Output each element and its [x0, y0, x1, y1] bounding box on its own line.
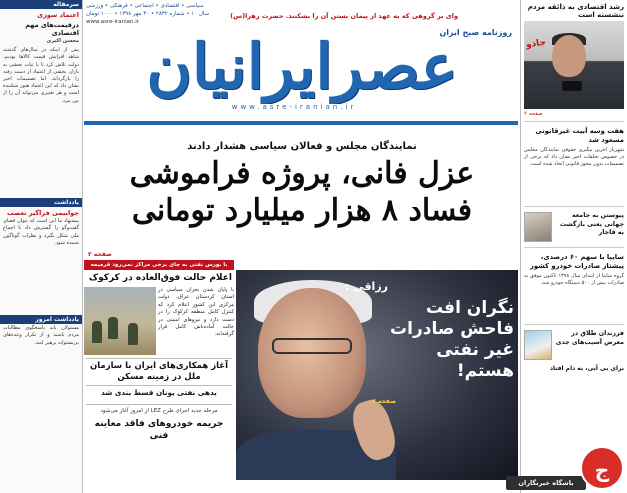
editorial-block: [0, 0, 82, 196]
sidebar-section-head: سرمقاله: [0, 0, 82, 9]
right-story-2[interactable]: [521, 210, 627, 244]
microphone-icon: [562, 81, 582, 91]
sidebar-section-head: یادداشت: [0, 198, 82, 207]
masthead-meta-1: سیاسی • اقتصادی • اجتماعی • فرهنگی • ورزشی: [86, 3, 204, 9]
masthead-divider: [84, 121, 518, 125]
main-page-reference[interactable]: صفحه ۲: [88, 251, 112, 258]
divider: [524, 206, 624, 207]
soldier-shape: [108, 317, 118, 339]
masthead-quote: وای بر گروهی که به عهد از پیمان بستن آن را بشکنند. حضرت زهرا(س): [230, 12, 458, 20]
story-greece-debt[interactable]: بدهی نفتی یونان قسط بندی شد: [101, 388, 217, 397]
right-bottom-text[interactable]: برای بی آبی، به دام افتاد: [549, 365, 624, 372]
divider: [86, 404, 232, 405]
photo-face-shape: [552, 35, 586, 77]
right-story-4-title: فرزندان طلاق در معرض آسیب‌های جدی: [555, 330, 624, 346]
right-top-photo[interactable]: [524, 21, 624, 109]
right-story-3-title[interactable]: سایپا با سهم ۶۰ درصدی، پیشتاز صادرات خودرو کشور: [529, 253, 624, 270]
editorial-title[interactable]: اعتماد سوزی: [37, 11, 79, 19]
right-story-4[interactable]: [521, 328, 627, 362]
lead-photo-title: نگران افت فاحش صادرات غیر نفتی هستم!: [390, 298, 514, 381]
headline-kicker: نمایندگان مجلس و فعالان سیاسی هشدار دادند: [187, 141, 417, 152]
lead-photo-page-reference: صفحه ۲: [372, 398, 396, 405]
kirkuk-story-photo[interactable]: [84, 287, 156, 355]
newspaper-logo[interactable]: عصرایرانیان: [146, 30, 458, 103]
divider: [524, 121, 624, 122]
editorial-text: پس از اینکه در سال‌های گذشته شاهد افزایش قیمت کالاها بودیم، دولت تلاش کرد تا با ثبات بخشی به بازار، بخشی از اعتماد از دست رفته را بازگرداند. اما تصمیمات اخیر نشان داد که این اعتماد هنوز شکننده است و هر تغییری می‌تواند آن را از بین ببرد.: [3, 47, 79, 104]
masthead-subtitle: روزنامه صبح ایران: [439, 28, 512, 37]
note-today-text: مسئولان باید پاسخگوی مطالبات مردم باشند و از تکرار وعده‌های بی‌پشتوانه پرهیز کنند.: [3, 325, 79, 346]
right-column: [520, 0, 627, 493]
glasses-icon: [272, 338, 352, 354]
watermark-logo-icon: ج: [580, 446, 624, 490]
divider: [86, 385, 232, 386]
masthead: [84, 0, 518, 128]
kirkuk-story-text: با پایان شدن بحران سیاسی در استان کردستان عراق، دولت مرکزی این کشور اعلام کرد که کنترل کامل منطقه کرکوک را در دست دارد و نیروهای امنیتی در حالت آماده‌باش کامل قرار گرفته‌اند.: [158, 287, 234, 338]
masthead-meta-2: سال ۱۰ • شماره ۲۸۳۲ • ۳۰ مهر ۱۳۹۸ • ۱۰۰۰ تومان: [86, 11, 210, 17]
note-title[interactable]: جوابیمی فراگیر تعصب: [7, 209, 79, 218]
divider: [86, 358, 232, 359]
divider: [524, 324, 624, 325]
note-block: [0, 198, 82, 313]
divider: [524, 247, 624, 248]
soldier-shape: [92, 321, 102, 343]
soldier-shape: [128, 323, 138, 345]
page-reference[interactable]: صفحه ۲: [524, 111, 543, 117]
main-headline-line-1[interactable]: عزل فانی، پروژه فراموشی: [129, 156, 475, 191]
sidebar-section-head: یادداشت امروز: [0, 315, 82, 324]
right-story-4-thumbnail: [524, 330, 552, 360]
front-page-main: [84, 129, 518, 493]
lead-photo-story[interactable]: [236, 270, 518, 480]
masthead-url[interactable]: www.asre-iranian.ir: [231, 103, 357, 111]
story-vehicle-fines[interactable]: جریمه خودروهای فاقد معاینه فنی: [94, 419, 224, 441]
right-top-headline[interactable]: رشد اقتصادی به ذائقه مردم ننشسته است: [527, 3, 624, 19]
masthead-meta-3: www.asre-iranian.ir: [86, 19, 140, 25]
story-iran-un-housing[interactable]: آغاز همکاری‌های ایران با سازمان ملل در زمینه مسکن: [89, 361, 229, 382]
photo-sign-text: جادو: [525, 37, 547, 51]
kirkuk-story-title[interactable]: اعلام حالت فوق‌العاده در کرکوک: [88, 273, 232, 283]
watermark-label: باشگاه خبرنگاران: [506, 476, 586, 490]
right-story-3-text: گروه سایپا از ابتدای سال ۱۳۹۸ تاکنون موفق به صادرات بیش از ۵۰۰ دستگاه خودرو شد.: [524, 273, 624, 286]
red-news-bar[interactable]: با بورس نفتی به جای برخی مراکز نمی‌رود قرمیمه: [84, 260, 234, 270]
right-story-2-thumbnail: [524, 212, 552, 242]
right-story-1-text: شهریار آخرین پیگیری حقوقی نمایندگان مجلس در خصوص تخلفات اخیر نشان داد که برخی از تصمیمات بدون مجوز قانونی اتخاذ شده است.: [524, 147, 624, 167]
story-lez-subtitle: مرحله جدید اجرای طرح LEZ از امروز آغاز می‌شود: [100, 408, 218, 414]
right-story-1-title[interactable]: هفت وسه آبیت غیرقانونی مسعود شد: [535, 127, 624, 144]
note-today-block: [0, 315, 82, 434]
main-headline-line-2[interactable]: فساد ۸ هزار میلیارد تومانی: [131, 193, 473, 228]
editorial-subtitle: درقیمت‌های مهم اقتصادی: [25, 21, 79, 37]
left-sidebar: [0, 0, 83, 493]
note-text: پیشنهاد ما این است که بتوان فضای گفت‌وگو را گسترش داد تا اجماع ملی شکل بگیرد و نظرات گوناگون شنیده شود.: [3, 218, 79, 246]
lead-photo-label: رزاقی :: [345, 280, 388, 293]
right-story-2-title: پیوستن به جامعه جهانی یعنی بازگشت به قاجار: [559, 212, 624, 236]
editorial-author: محسن اکبری: [46, 38, 79, 44]
